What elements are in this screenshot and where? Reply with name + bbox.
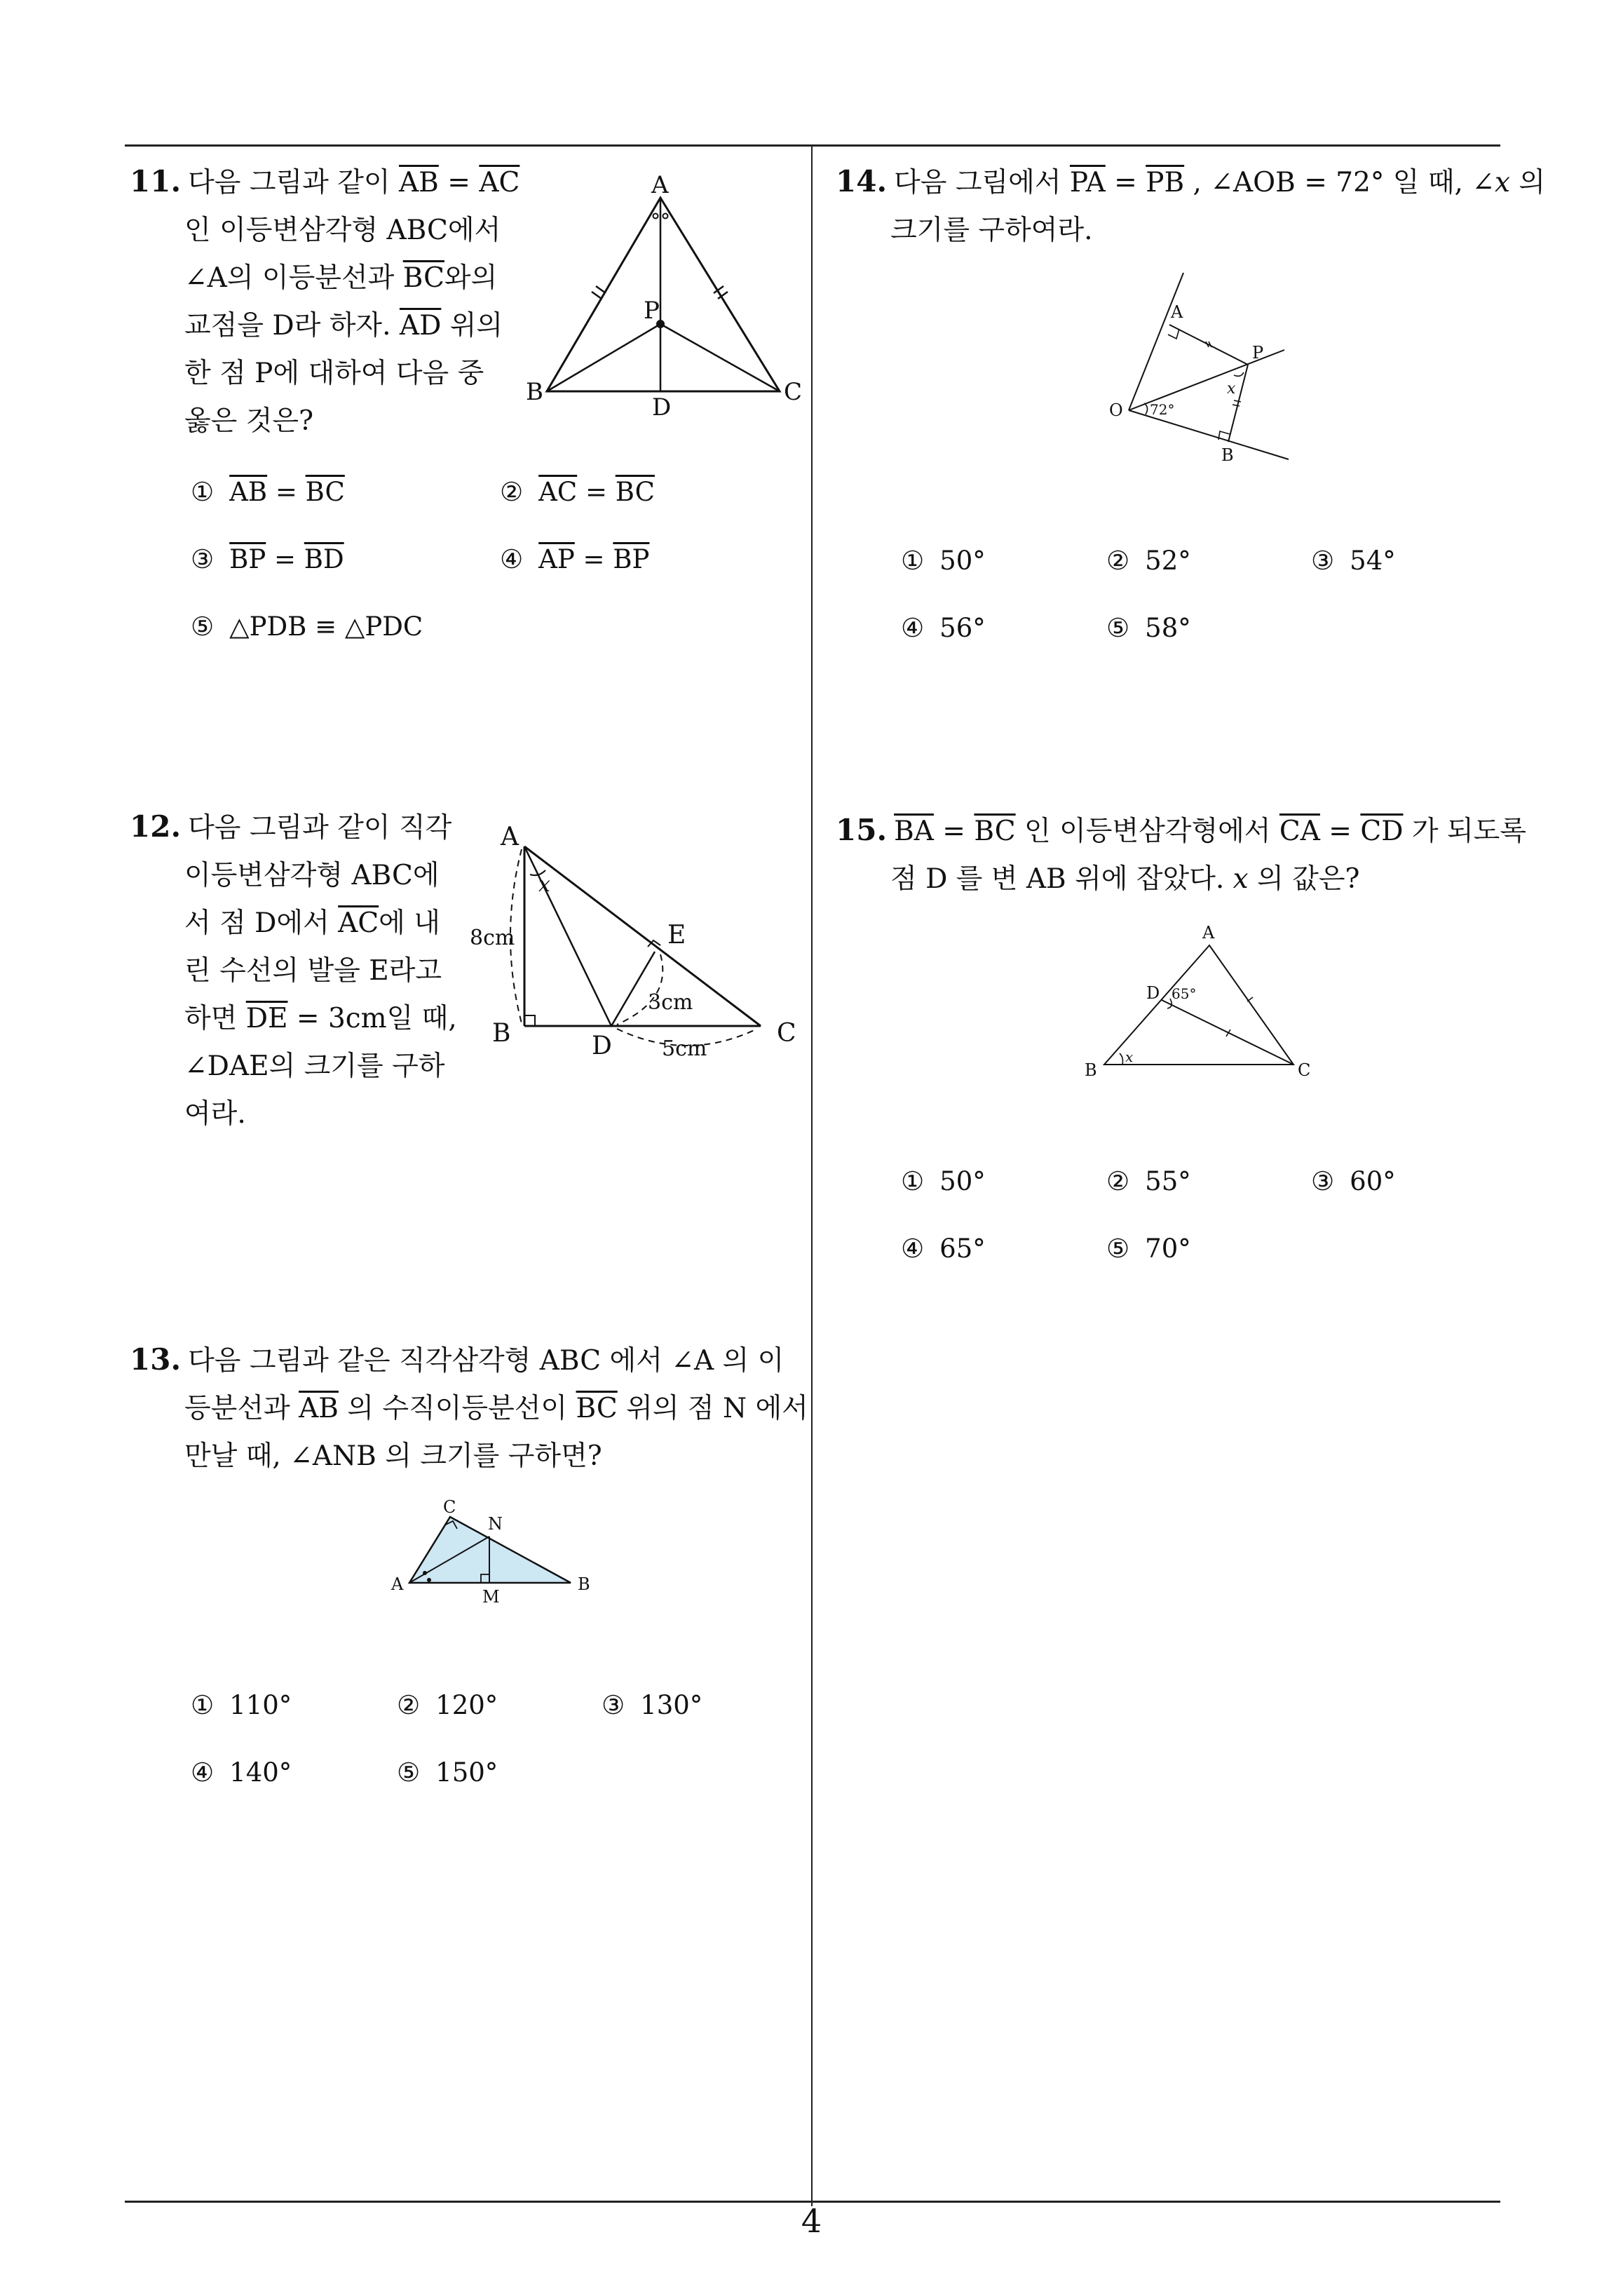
q15-choice-4[interactable]: ④ 65° bbox=[901, 1234, 986, 1264]
label-B: B bbox=[578, 1574, 590, 1594]
q12-figure bbox=[463, 817, 813, 1069]
question-number: 15. bbox=[836, 813, 888, 847]
q13-choice-1[interactable]: ① 110° bbox=[191, 1690, 292, 1720]
q15-figure bbox=[1076, 919, 1329, 1087]
label-B: B bbox=[1085, 1060, 1097, 1080]
label-A: A bbox=[1202, 923, 1215, 943]
label-72: 72° bbox=[1150, 401, 1175, 418]
label-x: x bbox=[538, 872, 550, 897]
label-N: N bbox=[488, 1514, 503, 1534]
q14-figure bbox=[1101, 263, 1311, 466]
q15-choice-1[interactable]: ① 50° bbox=[901, 1166, 986, 1196]
question-number: 11. bbox=[130, 164, 182, 198]
label-B: B bbox=[492, 1019, 511, 1048]
top-rule bbox=[125, 144, 1500, 147]
page-number: 4 bbox=[801, 2202, 822, 2240]
label-A: A bbox=[391, 1574, 404, 1594]
q14-choice-2[interactable]: ② 52° bbox=[1106, 546, 1191, 576]
q13-choice-3[interactable]: ③ 130° bbox=[602, 1690, 703, 1720]
q11-choice-5[interactable]: ⑤ △PDB ≡ △PDC bbox=[191, 612, 423, 642]
label-B: B bbox=[526, 378, 543, 406]
question-number: 13. bbox=[130, 1342, 182, 1377]
label-C: C bbox=[1298, 1060, 1311, 1080]
q11-choice-1[interactable]: ① $\overline{AB} = \overline{BC}$ bbox=[191, 477, 345, 507]
label-O: O bbox=[1109, 400, 1123, 420]
q14-choice-3[interactable]: ③ 54° bbox=[1311, 546, 1396, 576]
label-D: D bbox=[592, 1032, 612, 1060]
label-P: P bbox=[1252, 343, 1264, 363]
q13-choice-4[interactable]: ④ 140° bbox=[191, 1757, 292, 1788]
label-D: D bbox=[652, 393, 672, 421]
q14-choice-5[interactable]: ⑤ 58° bbox=[1106, 613, 1191, 643]
q13-choice-2[interactable]: ② 120° bbox=[397, 1690, 498, 1720]
q14-choice-1[interactable]: ① 50° bbox=[901, 546, 986, 576]
label-C: C bbox=[784, 378, 803, 406]
question-number: 12. bbox=[130, 809, 182, 844]
label-D: D bbox=[1146, 983, 1160, 1003]
q11-choice-2[interactable]: ② $\overline{AC} = \overline{BC}$ bbox=[500, 477, 655, 507]
label-A: A bbox=[501, 823, 519, 851]
q14-choice-4[interactable]: ④ 56° bbox=[901, 613, 986, 643]
question-12: 12. 다음 그림과 같이 직각 이등변삼각형 ABC에 서 점 D에서 $\overline{AC}$에 내 린 수선의 발을 E라고 하면 $\overline{DE} = 3cm$일 때, ∠DAE의 크기를 구하 여라. bbox=[130, 809, 457, 1130]
label-5cm: 5cm bbox=[662, 1036, 707, 1061]
q11-choice-4[interactable]: ④ $\overline{AP} = \overline{BP}$ bbox=[500, 544, 650, 574]
label-C: C bbox=[443, 1497, 456, 1517]
question-number: 14. bbox=[836, 164, 888, 198]
q15-choice-3[interactable]: ③ 60° bbox=[1311, 1166, 1396, 1196]
label-x: x bbox=[1227, 380, 1236, 398]
label-B: B bbox=[1221, 445, 1234, 465]
label-x: x bbox=[1125, 1048, 1134, 1065]
label-P: P bbox=[644, 297, 660, 325]
q15-choice-2[interactable]: ② 55° bbox=[1106, 1166, 1191, 1196]
label-C: C bbox=[777, 1019, 796, 1048]
q11-figure bbox=[519, 168, 813, 421]
q11-choice-3[interactable]: ③ $\overline{BP} = \overline{BD}$ bbox=[191, 544, 344, 574]
label-A: A bbox=[651, 171, 669, 199]
label-65: 65° bbox=[1172, 985, 1197, 1002]
label-M: M bbox=[482, 1587, 500, 1607]
label-8cm: 8cm bbox=[470, 926, 515, 950]
label-E: E bbox=[667, 921, 686, 950]
column-divider bbox=[811, 144, 813, 2206]
q15-choice-5[interactable]: ⑤ 70° bbox=[1106, 1234, 1191, 1264]
question-11: 11. 다음 그림과 같이 $\overline{AB} = \overline{AC}$ 인 이등변삼각형 ABC에서 ∠A의 이등분선과 $\overline{BC}$와의 교점을 D라 하자. $\overline{AD}$ 위의 한 점 P에 대하여 다음 중 옳은 것은? bbox=[130, 164, 520, 437]
question-15: 15. $\overline{BA} = \overline{BC}$ 인 이등변삼각형에서 $\overline{CA} = \overline{CD}$ 가 되도록 점 D 를 변 AB 위에 잡았다. x 의 값은? bbox=[836, 813, 1526, 895]
q13-figure bbox=[386, 1490, 610, 1609]
question-14: 14. 다음 그림에서 $\overline{PA} = \overline{PB}$ , ∠AOB = 72° 일 때, ∠x 의 크기를 구하여라. bbox=[836, 164, 1546, 246]
q13-choice-5[interactable]: ⑤ 150° bbox=[397, 1757, 498, 1788]
label-A: A bbox=[1171, 302, 1183, 322]
question-13: 13. 다음 그림과 같은 직각삼각형 ABC 에서 ∠A 의 이 등분선과 $\overline{AB}$ 의 수직이등분선이 $\overline{BC}$ 위의 점 N 에서 만날 때, ∠ANB 의 크기를 구하면? bbox=[130, 1342, 808, 1472]
label-3cm: 3cm bbox=[648, 990, 693, 1015]
